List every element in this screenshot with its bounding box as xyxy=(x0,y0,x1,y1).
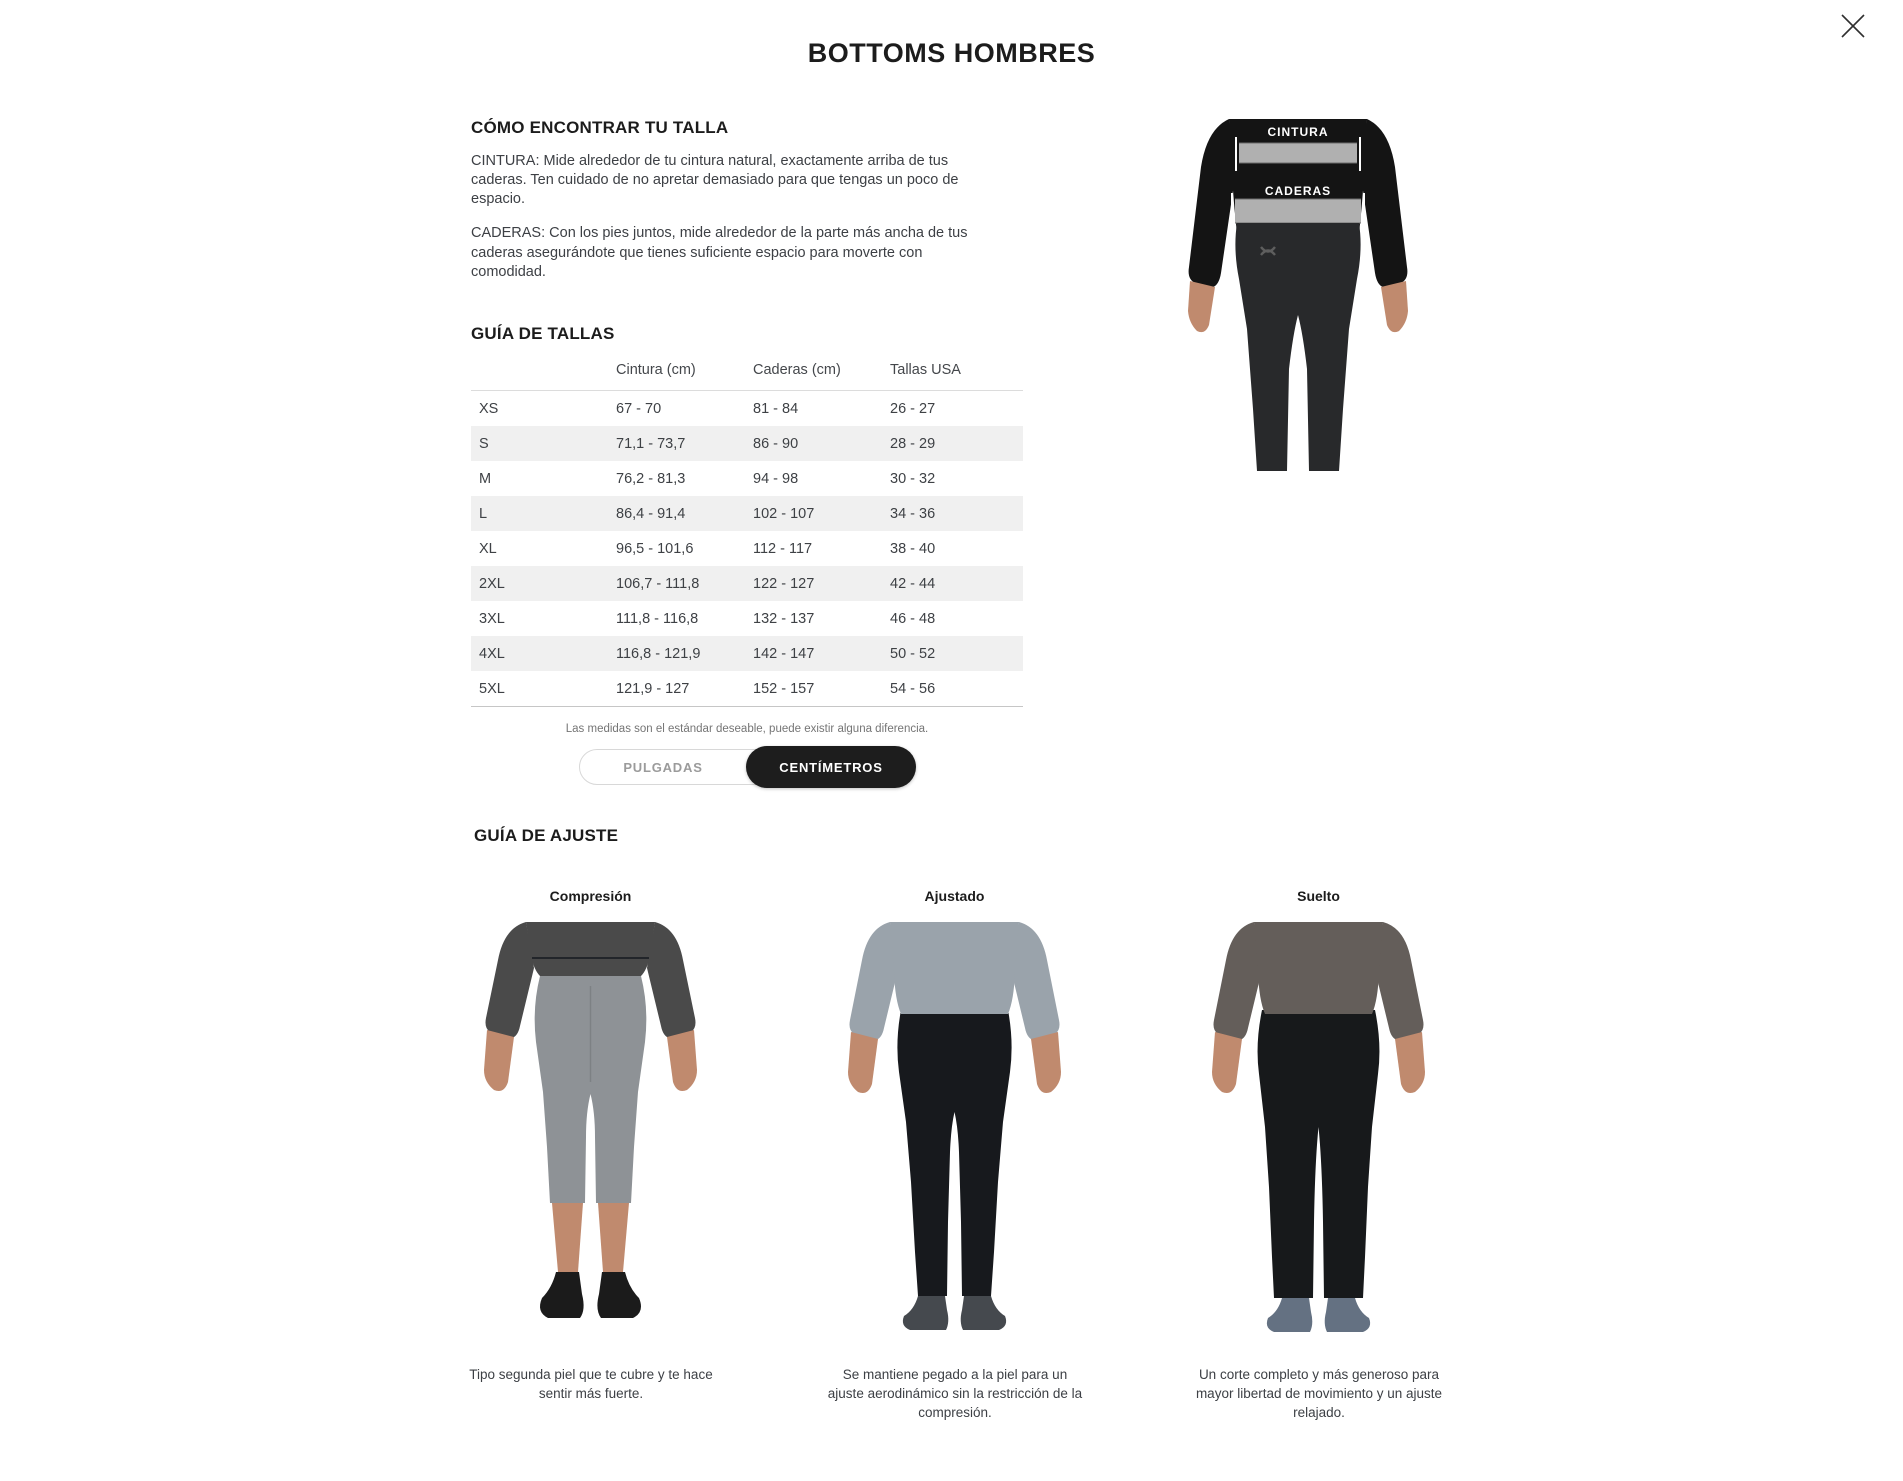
caderas-cell: 102 - 107 xyxy=(753,505,815,522)
table-row xyxy=(471,531,1023,566)
usa-cell: 54 - 56 xyxy=(890,671,1023,707)
fit-guide-row xyxy=(469,888,1464,1423)
fit-guide-section xyxy=(469,826,1464,1423)
caderas-cell: 152 - 157 xyxy=(753,671,890,707)
table-row xyxy=(471,426,1023,461)
fitted-photo xyxy=(838,922,1071,1342)
figure-torso xyxy=(526,922,655,976)
col-header-caderas: Caderas (cm) xyxy=(753,362,890,391)
size-cell: L xyxy=(479,505,488,522)
cintura-cell: 71,1 - 73,7 xyxy=(616,435,686,452)
hips-instructions: CADERAS: Con los pies juntos, mide alrededor de la parte más ancha de tus caderas asegurándote que tienes suficiente espacio para moverte con comodidad. xyxy=(471,225,968,280)
size-cell: XL xyxy=(479,540,497,557)
fit-guide-heading: GUÍA DE AJUSTE xyxy=(474,826,619,845)
cintura-cell: 111,8 - 116,8 xyxy=(616,610,699,627)
table-row xyxy=(471,566,1023,601)
measurements-disclaimer: Las medidas son el estándar deseable, puede existir alguna diferencia. xyxy=(565,723,929,735)
size-cell: 4XL xyxy=(479,645,505,662)
fit-title: Suelto xyxy=(1297,888,1340,904)
size-guide-section xyxy=(471,324,1023,785)
caderas-cell: 132 - 137 xyxy=(753,610,815,627)
usa-cell: 26 - 27 xyxy=(890,400,936,417)
caderas-cell: 94 - 98 xyxy=(753,470,799,487)
usa-cell: 34 - 36 xyxy=(890,505,936,522)
measurement-photo xyxy=(1163,119,1433,471)
how-to-heading: CÓMO ENCONTRAR TU TALLA xyxy=(471,118,729,137)
cintura-cell: 116,8 - 121,9 xyxy=(616,645,701,662)
how-to-section xyxy=(471,118,971,297)
cintura-cell: 96,5 - 101,6 xyxy=(616,540,694,557)
cintura-cell: 106,7 - 111,8 xyxy=(616,575,700,592)
table-row xyxy=(471,496,1023,531)
size-cell: 2XL xyxy=(479,575,505,592)
fit-caption: Tipo segunda piel que te cubre y te hace sentir más fuerte. xyxy=(469,1367,713,1401)
table-row xyxy=(471,671,1023,707)
usa-cell: 30 - 32 xyxy=(890,470,936,487)
fit-caption: Se mantiene pegado a la piel para un ajuste aerodinámico sin la restricción de la compresión. xyxy=(827,1367,1083,1420)
fit-title: Compresión xyxy=(549,888,632,904)
waist-instructions: CINTURA: Mide alrededor de tu cintura natural, exactamente arriba de tus caderas. Ten cuidado de no apretar demasiado para que tengas un poco de espacio. xyxy=(471,153,959,208)
caderas-cell: 122 - 127 xyxy=(753,575,815,592)
hero-hips-label: CADERAS xyxy=(1264,184,1332,198)
fit-item-fitted xyxy=(827,888,1083,1423)
usa-cell: 50 - 52 xyxy=(890,645,936,662)
cintura-cell: 86,4 - 91,4 xyxy=(616,505,686,522)
size-cell: XS xyxy=(479,400,499,417)
table-row xyxy=(471,461,1023,496)
compression-photo xyxy=(474,922,707,1342)
close-icon xyxy=(1838,11,1868,41)
size-cell: S xyxy=(479,435,489,452)
figure-torso xyxy=(890,922,1019,1014)
usa-cell: 46 - 48 xyxy=(890,610,936,627)
fit-item-compression xyxy=(469,888,713,1423)
usa-cell: 28 - 29 xyxy=(890,435,936,452)
cintura-cell: 67 - 70 xyxy=(616,400,662,417)
hero-waist-band xyxy=(1239,143,1357,163)
usa-cell: 42 - 44 xyxy=(890,575,936,592)
col-header-tallas-usa: Tallas USA xyxy=(890,362,1023,391)
caderas-cell: 81 - 84 xyxy=(753,400,799,417)
size-guide-heading: GUÍA DE TALLAS xyxy=(471,324,615,343)
caderas-cell: 112 - 117 xyxy=(753,540,813,557)
inches-toggle-button[interactable]: PULGADAS xyxy=(580,750,746,784)
loose-photo xyxy=(1202,922,1435,1342)
size-cell: M xyxy=(479,470,492,487)
size-cell: 3XL xyxy=(479,610,505,627)
size-table xyxy=(471,362,1023,707)
figure-torso xyxy=(1254,922,1383,1014)
cintura-cell: 76,2 - 81,3 xyxy=(616,470,686,487)
caderas-cell: 86 - 90 xyxy=(753,435,799,452)
unit-toggle xyxy=(579,749,915,785)
col-header-size xyxy=(471,362,616,391)
table-row xyxy=(471,636,1023,671)
table-row xyxy=(471,601,1023,636)
col-header-cintura: Cintura (cm) xyxy=(616,362,753,391)
hero-waist-label: CINTURA xyxy=(1267,125,1329,139)
table-row xyxy=(471,391,1023,427)
page-title: BOTTOMS HOMBRES xyxy=(807,38,1096,68)
fit-caption: Un corte completo y más generoso para mayor libertad de movimiento y un ajuste relajado. xyxy=(1195,1367,1443,1420)
size-table-header-row xyxy=(471,362,1023,391)
usa-cell: 38 - 40 xyxy=(890,540,936,557)
hero-hips-band xyxy=(1235,199,1361,223)
fit-title: Ajustado xyxy=(924,888,985,904)
caderas-cell: 142 - 147 xyxy=(753,645,815,662)
fit-item-loose xyxy=(1195,888,1443,1423)
cintura-cell: 121,9 - 127 xyxy=(616,671,753,707)
size-cell: 5XL xyxy=(471,671,616,707)
centimeters-toggle-button[interactable]: CENTÍMETROS xyxy=(746,746,916,788)
